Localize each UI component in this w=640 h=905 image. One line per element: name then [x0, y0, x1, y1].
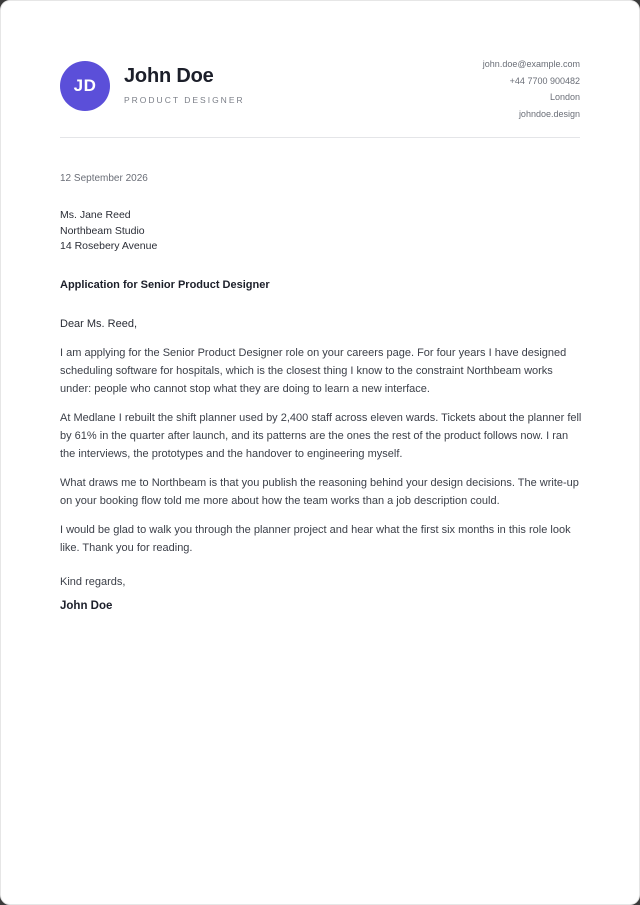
contact-phone: +44 7700 900482 [509, 75, 580, 86]
body-paragraph: What draws me to Northbeam is that you publish the reasoning behind your design decisions. The write-up on your booking flow told me more about how the team works than a job description could. [60, 477, 579, 507]
salutation: Dear Ms. Reed, [60, 318, 138, 330]
recipient-name: Ms. Jane Reed [60, 209, 131, 221]
recipient-address: 14 Rosebery Avenue [60, 240, 158, 252]
body-paragraph: I am applying for the Senior Product Designer role on your careers page. For four years I have designed scheduling software for hospitals, which is the closest thing I know to the constraint Northbeam works under: people who cannot stop what they are doing to learn a new interface. [60, 347, 567, 395]
body-paragraph: At Medlane I rebuilt the shift planner used by 2,400 staff across eleven wards. Tickets about the planner fell by 61% in the quarter after launch, and its patterns are the ones the rest of the product follows now. I ran the interviews, the prototypes and the handover to engineering myself. [60, 412, 582, 460]
contact-block [483, 56, 580, 122]
avatar: JD [60, 61, 110, 111]
contact-city: London [549, 92, 580, 102]
sender-role: PRODUCT DESIGNER [124, 95, 245, 105]
signature: John Doe [60, 600, 113, 612]
letter-body [60, 315, 585, 568]
recipient-block [60, 208, 157, 255]
header-divider [60, 137, 580, 138]
letter-date: 12 September 2026 [60, 173, 148, 184]
letter-subject: Application for Senior Product Designer [60, 279, 270, 291]
recipient-company: Northbeam Studio [60, 224, 145, 237]
closing: Kind regards, [60, 576, 126, 588]
contact-email[interactable]: john.doe@example.com [482, 59, 580, 69]
sender-name: John Doe [124, 65, 214, 87]
body-paragraph: I would be glad to walk you through the planner project and hear what the first six months in this role look like. Thank you for reading. [60, 524, 571, 554]
contact-website[interactable]: johndoe.design [518, 108, 580, 119]
